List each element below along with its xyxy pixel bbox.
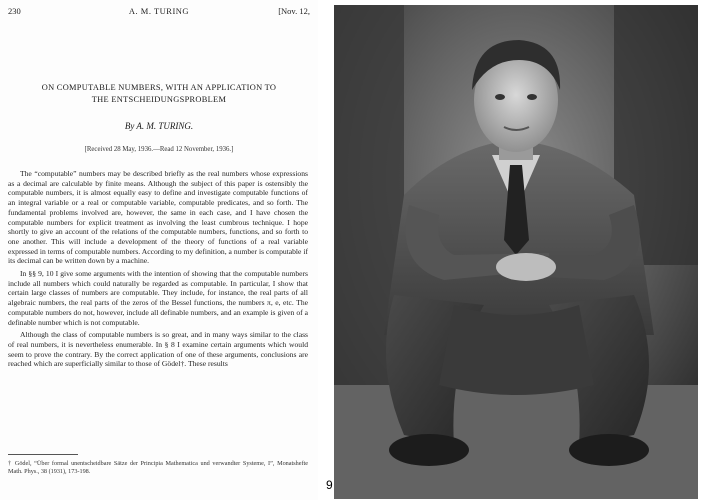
body-text (8, 169, 308, 372)
paper-title (8, 82, 310, 106)
paper-page (0, 0, 318, 500)
running-date: [Nov. 12, (278, 6, 310, 16)
running-author: A. M. TURING (128, 6, 190, 16)
paragraph-3: Although the class of computable numbers is so great, and in many ways similar to the class of real numbers, it is nevertheless enumerable. In § 8 I examine certain arguments which would seem to prove the contrary. By the correct application of one of these arguments, conclusions are reached which are superficially similar to those of Gödel†. These results (8, 330, 308, 369)
received-date: [Received 28 May, 1936.—Read 12 November, 1936.] (84, 146, 234, 153)
footnote: † Gödel, “Über formal unentscheidbare Sätze der Principia Mathematica und verwandter Systeme, I”, Monatshefte Math. Phys., 38 (1931), 173-198. (8, 460, 308, 475)
portrait-illustration (334, 5, 698, 499)
running-head (8, 6, 310, 18)
title-line-1: ON COMPUTABLE NUMBERS, WITH AN APPLICATION TO (41, 83, 277, 92)
portrait-photo (334, 5, 698, 499)
byline: By A. M. TURING. (124, 121, 194, 131)
page-number: 230 (8, 6, 21, 16)
title-line-2: THE ENTSCHEIDUNGSPROBLEM (91, 95, 227, 104)
paragraph-2: In §§ 9, 10 I give some arguments with the intention of showing that the computable numbers include all numbers which could naturally be regarded as computable. In particular, I show that certain large classes of numbers are computable. They include, for instance, the real parts of all algebraic numbers, the real parts of the zeros of the Bessel functions, the numbers π, e, etc. The computable numbers do not, however, include all definable numbers, and an example is given of a definable number which is not computable. (8, 269, 308, 327)
slide-number: 9 (326, 478, 333, 492)
footnote-rule (8, 454, 78, 455)
paragraph-1: The “computable” numbers may be described briefly as the real numbers whose expressions as a decimal are calculable by finite means. Although the subject of this paper is ostensibly the computable numbers, it is almost equally easy to define and investigate computable functions of an integral variable or a real or computable variable, computable predicates, and so forth. The fundamental problems involved are, however, the same in each case, and I have chosen the computable numbers for explicit treatment as involving the least cumbrous technique. I hope shortly to give an account of the relations of the computable numbers, functions, and so forth to one another. This will include a development of the theory of functions of a real variable expressed in terms of computable numbers. According to my definition, a number is computable if its decimal can be written down by a machine. (8, 169, 308, 266)
